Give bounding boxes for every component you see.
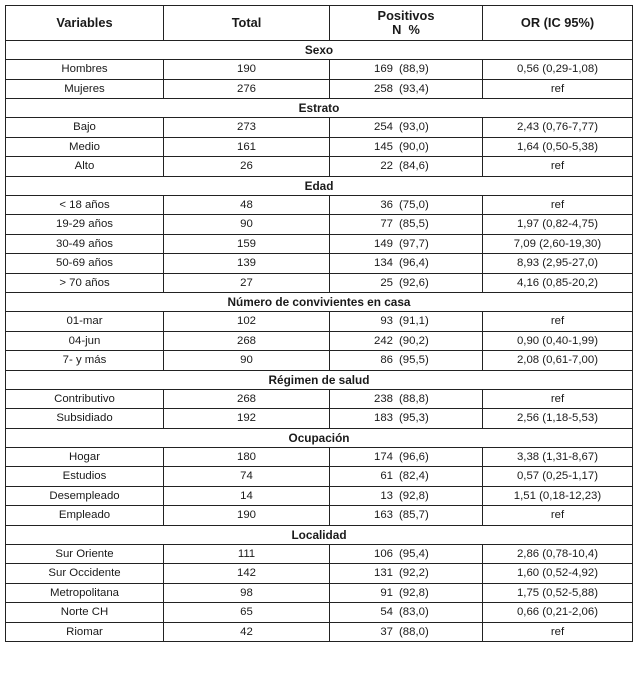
positivos-count: 149 bbox=[373, 237, 393, 250]
cell-positivos bbox=[330, 622, 483, 642]
cell-variable: Riomar bbox=[6, 622, 164, 642]
cell-total: 180 bbox=[164, 447, 330, 467]
section-header bbox=[6, 293, 633, 312]
cell-positivos bbox=[330, 273, 483, 293]
cell-positivos bbox=[330, 351, 483, 371]
cell-positivos bbox=[330, 195, 483, 215]
cell-variable: Estudios bbox=[6, 467, 164, 487]
table-row bbox=[6, 234, 633, 254]
table-row bbox=[6, 137, 633, 157]
positivos-value bbox=[363, 218, 449, 230]
positivos-count: 86 bbox=[380, 354, 393, 367]
positivos-percent: (97,7) bbox=[399, 237, 429, 250]
cell-or: ref bbox=[483, 157, 633, 177]
cell-variable: Alto bbox=[6, 157, 164, 177]
header-positivos-title: Positivos bbox=[377, 8, 435, 23]
cell-variable: 50-69 años bbox=[6, 254, 164, 274]
cell-positivos bbox=[330, 137, 483, 157]
section-header bbox=[6, 525, 633, 544]
results-table bbox=[5, 5, 633, 642]
cell-positivos bbox=[330, 583, 483, 603]
cell-or: 2,08 (0,61-7,00) bbox=[483, 351, 633, 371]
cell-or: 3,38 (1,31-8,67) bbox=[483, 447, 633, 467]
cell-variable: 7- y más bbox=[6, 351, 164, 371]
positivos-value bbox=[363, 393, 449, 405]
positivos-value bbox=[363, 412, 449, 424]
cell-positivos bbox=[330, 312, 483, 332]
cell-or: 0,57 (0,25-1,17) bbox=[483, 467, 633, 487]
section-title: Régimen de salud bbox=[6, 370, 633, 389]
cell-or: 1,51 (0,18-12,23) bbox=[483, 486, 633, 506]
cell-variable: > 70 años bbox=[6, 273, 164, 293]
cell-positivos bbox=[330, 60, 483, 80]
positivos-percent: (96,4) bbox=[399, 257, 429, 270]
table-row bbox=[6, 273, 633, 293]
section-header bbox=[6, 370, 633, 389]
cell-positivos bbox=[330, 486, 483, 506]
positivos-value bbox=[363, 335, 449, 347]
cell-variable: Metropolitana bbox=[6, 583, 164, 603]
cell-variable: Desempleado bbox=[6, 486, 164, 506]
cell-variable: Medio bbox=[6, 137, 164, 157]
positivos-percent: (85,7) bbox=[399, 509, 429, 522]
cell-positivos bbox=[330, 215, 483, 235]
positivos-percent: (95,3) bbox=[399, 412, 429, 425]
positivos-count: 77 bbox=[380, 218, 393, 231]
cell-positivos bbox=[330, 79, 483, 99]
table-row bbox=[6, 157, 633, 177]
cell-variable: Sur Occidente bbox=[6, 564, 164, 584]
positivos-percent: (90,2) bbox=[399, 334, 429, 347]
positivos-count: 36 bbox=[380, 198, 393, 211]
header-total: Total bbox=[164, 6, 330, 41]
positivos-value bbox=[363, 548, 449, 560]
cell-or: 1,64 (0,50-5,38) bbox=[483, 137, 633, 157]
positivos-percent: (92,8) bbox=[399, 586, 429, 599]
cell-or: 4,16 (0,85-20,2) bbox=[483, 273, 633, 293]
header-positivos-sub: N % bbox=[392, 22, 420, 37]
table-row bbox=[6, 467, 633, 487]
cell-total: 190 bbox=[164, 60, 330, 80]
positivos-count: 258 bbox=[373, 82, 393, 95]
cell-variable: 01-mar bbox=[6, 312, 164, 332]
table-row bbox=[6, 544, 633, 564]
positivos-count: 169 bbox=[373, 63, 393, 76]
section-header bbox=[6, 41, 633, 60]
positivos-count: 242 bbox=[373, 334, 393, 347]
positivos-percent: (92,6) bbox=[399, 276, 429, 289]
cell-variable: Bajo bbox=[6, 118, 164, 138]
positivos-count: 54 bbox=[380, 606, 393, 619]
table-row bbox=[6, 351, 633, 371]
cell-or: ref bbox=[483, 79, 633, 99]
cell-positivos bbox=[330, 447, 483, 467]
cell-total: 48 bbox=[164, 195, 330, 215]
positivos-value bbox=[363, 587, 449, 599]
cell-variable: 19-29 años bbox=[6, 215, 164, 235]
positivos-count: 37 bbox=[380, 625, 393, 638]
positivos-value bbox=[363, 121, 449, 133]
positivos-percent: (95,4) bbox=[399, 547, 429, 560]
cell-variable: 04-jun bbox=[6, 331, 164, 351]
section-title: Número de convivientes en casa bbox=[6, 293, 633, 312]
cell-variable: Norte CH bbox=[6, 603, 164, 623]
cell-total: 90 bbox=[164, 351, 330, 371]
positivos-percent: (82,4) bbox=[399, 470, 429, 483]
header-or: OR (IC 95%) bbox=[483, 6, 633, 41]
positivos-percent: (88,0) bbox=[399, 625, 429, 638]
cell-or: 2,56 (1,18-5,53) bbox=[483, 409, 633, 429]
cell-positivos bbox=[330, 157, 483, 177]
positivos-percent: (93,0) bbox=[399, 121, 429, 134]
cell-or: 0,66 (0,21-2,06) bbox=[483, 603, 633, 623]
cell-variable: Hogar bbox=[6, 447, 164, 467]
cell-variable: < 18 años bbox=[6, 195, 164, 215]
positivos-value bbox=[363, 83, 449, 95]
section-header bbox=[6, 428, 633, 447]
cell-total: 142 bbox=[164, 564, 330, 584]
cell-total: 268 bbox=[164, 331, 330, 351]
table-row bbox=[6, 118, 633, 138]
positivos-count: 254 bbox=[373, 121, 393, 134]
table-row bbox=[6, 215, 633, 235]
positivos-percent: (84,6) bbox=[399, 160, 429, 173]
positivos-value bbox=[363, 160, 449, 172]
positivos-count: 25 bbox=[380, 276, 393, 289]
table-body bbox=[6, 41, 633, 642]
positivos-count: 13 bbox=[380, 489, 393, 502]
section-title: Sexo bbox=[6, 41, 633, 60]
positivos-count: 61 bbox=[380, 470, 393, 483]
table-row bbox=[6, 622, 633, 642]
cell-total: 190 bbox=[164, 506, 330, 526]
cell-positivos bbox=[330, 467, 483, 487]
table-row bbox=[6, 583, 633, 603]
cell-total: 74 bbox=[164, 467, 330, 487]
cell-total: 273 bbox=[164, 118, 330, 138]
positivos-count: 183 bbox=[373, 412, 393, 425]
positivos-value bbox=[363, 470, 449, 482]
positivos-percent: (95,5) bbox=[399, 354, 429, 367]
cell-or: 0,90 (0,40-1,99) bbox=[483, 331, 633, 351]
cell-total: 111 bbox=[164, 544, 330, 564]
table-row bbox=[6, 603, 633, 623]
positivos-count: 91 bbox=[380, 586, 393, 599]
positivos-percent: (96,6) bbox=[399, 450, 429, 463]
cell-total: 65 bbox=[164, 603, 330, 623]
table-row bbox=[6, 60, 633, 80]
positivos-count: 134 bbox=[373, 257, 393, 270]
cell-or: ref bbox=[483, 506, 633, 526]
cell-positivos bbox=[330, 389, 483, 409]
table-row bbox=[6, 409, 633, 429]
cell-positivos bbox=[330, 506, 483, 526]
positivos-value bbox=[363, 63, 449, 75]
cell-total: 26 bbox=[164, 157, 330, 177]
table-row bbox=[6, 389, 633, 409]
positivos-count: 106 bbox=[373, 547, 393, 560]
cell-or: 0,56 (0,29-1,08) bbox=[483, 60, 633, 80]
positivos-count: 145 bbox=[373, 140, 393, 153]
positivos-count: 238 bbox=[373, 392, 393, 405]
positivos-percent: (92,8) bbox=[399, 489, 429, 502]
cell-total: 192 bbox=[164, 409, 330, 429]
cell-total: 27 bbox=[164, 273, 330, 293]
cell-total: 102 bbox=[164, 312, 330, 332]
table-row bbox=[6, 195, 633, 215]
cell-total: 14 bbox=[164, 486, 330, 506]
cell-positivos bbox=[330, 564, 483, 584]
cell-or: 1,60 (0,52-4,92) bbox=[483, 564, 633, 584]
table-header bbox=[6, 6, 633, 41]
cell-or: ref bbox=[483, 312, 633, 332]
cell-positivos bbox=[330, 234, 483, 254]
cell-variable: Subsidiado bbox=[6, 409, 164, 429]
cell-variable: Contributivo bbox=[6, 389, 164, 409]
positivos-percent: (88,8) bbox=[399, 392, 429, 405]
table-row bbox=[6, 312, 633, 332]
cell-or: 1,97 (0,82-4,75) bbox=[483, 215, 633, 235]
cell-positivos bbox=[330, 409, 483, 429]
table-row bbox=[6, 447, 633, 467]
positivos-percent: (83,0) bbox=[399, 606, 429, 619]
cell-total: 161 bbox=[164, 137, 330, 157]
section-header bbox=[6, 99, 633, 118]
positivos-count: 174 bbox=[373, 450, 393, 463]
cell-or: ref bbox=[483, 622, 633, 642]
cell-variable: Mujeres bbox=[6, 79, 164, 99]
cell-total: 139 bbox=[164, 254, 330, 274]
section-title: Ocupación bbox=[6, 428, 633, 447]
section-title: Localidad bbox=[6, 525, 633, 544]
section-title: Estrato bbox=[6, 99, 633, 118]
positivos-percent: (88,9) bbox=[399, 63, 429, 76]
cell-variable: 30-49 años bbox=[6, 234, 164, 254]
positivos-percent: (75,0) bbox=[399, 198, 429, 211]
header-variables: Variables bbox=[6, 6, 164, 41]
positivos-value bbox=[363, 606, 449, 618]
cell-positivos bbox=[330, 118, 483, 138]
table-row bbox=[6, 506, 633, 526]
cell-positivos bbox=[330, 544, 483, 564]
cell-or: 8,93 (2,95-27,0) bbox=[483, 254, 633, 274]
positivos-value bbox=[363, 238, 449, 250]
positivos-value bbox=[363, 141, 449, 153]
cell-positivos bbox=[330, 603, 483, 623]
cell-total: 159 bbox=[164, 234, 330, 254]
positivos-percent: (91,1) bbox=[399, 315, 429, 328]
positivos-percent: (93,4) bbox=[399, 82, 429, 95]
cell-or: ref bbox=[483, 195, 633, 215]
positivos-count: 131 bbox=[373, 567, 393, 580]
cell-or: 7,09 (2,60-19,30) bbox=[483, 234, 633, 254]
positivos-count: 93 bbox=[380, 315, 393, 328]
positivos-value bbox=[363, 626, 449, 638]
cell-variable: Sur Oriente bbox=[6, 544, 164, 564]
positivos-value bbox=[363, 567, 449, 579]
header-positivos bbox=[330, 6, 483, 41]
cell-total: 268 bbox=[164, 389, 330, 409]
positivos-value bbox=[363, 451, 449, 463]
positivos-value bbox=[363, 257, 449, 269]
table-row bbox=[6, 486, 633, 506]
section-title: Edad bbox=[6, 176, 633, 195]
positivos-value bbox=[363, 354, 449, 366]
positivos-value bbox=[363, 490, 449, 502]
positivos-count: 22 bbox=[380, 160, 393, 173]
positivos-value bbox=[363, 509, 449, 521]
table-row bbox=[6, 254, 633, 274]
table-row bbox=[6, 79, 633, 99]
positivos-value bbox=[363, 277, 449, 289]
table-row bbox=[6, 564, 633, 584]
cell-variable: Empleado bbox=[6, 506, 164, 526]
cell-positivos bbox=[330, 331, 483, 351]
table-row bbox=[6, 331, 633, 351]
cell-total: 98 bbox=[164, 583, 330, 603]
positivos-value bbox=[363, 199, 449, 211]
positivos-percent: (92,2) bbox=[399, 567, 429, 580]
cell-or: ref bbox=[483, 389, 633, 409]
cell-variable: Hombres bbox=[6, 60, 164, 80]
positivos-percent: (85,5) bbox=[399, 218, 429, 231]
positivos-percent: (90,0) bbox=[399, 140, 429, 153]
cell-total: 42 bbox=[164, 622, 330, 642]
cell-or: 1,75 (0,52-5,88) bbox=[483, 583, 633, 603]
cell-or: 2,86 (0,78-10,4) bbox=[483, 544, 633, 564]
positivos-value bbox=[363, 315, 449, 327]
cell-or: 2,43 (0,76-7,77) bbox=[483, 118, 633, 138]
positivos-count: 163 bbox=[373, 509, 393, 522]
cell-total: 276 bbox=[164, 79, 330, 99]
cell-total: 90 bbox=[164, 215, 330, 235]
section-header bbox=[6, 176, 633, 195]
cell-positivos bbox=[330, 254, 483, 274]
